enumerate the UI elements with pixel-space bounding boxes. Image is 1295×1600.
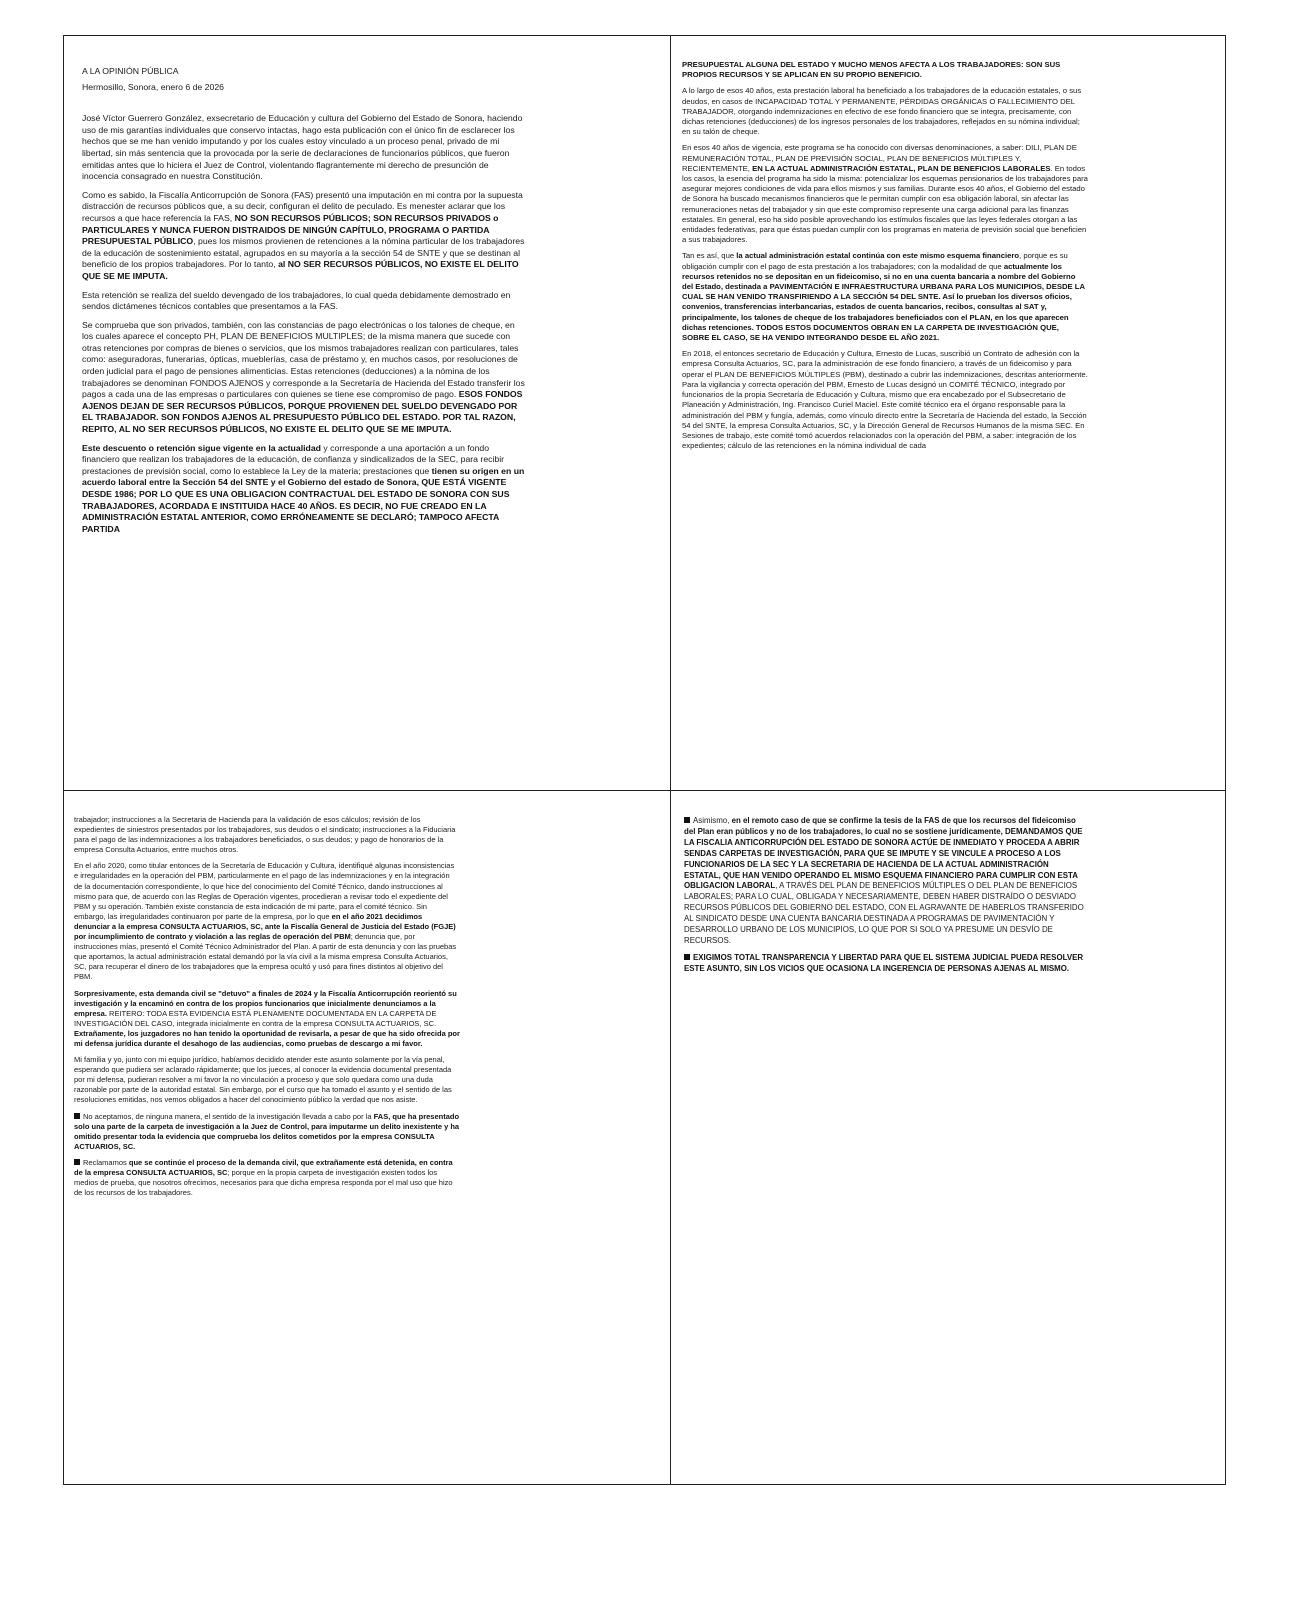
- bullet-paragraph: Reclamamos que se continúe el proceso de la demanda civil, que extrañamente está detenida, en contra de la empresa CONSULTA ACTUARIOS, SC; porque en la propia carpeta de investigación existen todos los medios de prueba, que nosotros ofrecimos, necesarios para que dicha empresa responda por el mal uso que hizo de los recursos de los trabajadores.: [74, 1157, 453, 1198]
- horizontal-divider: [64, 790, 1225, 791]
- paragraph: Se comprueba que son privados, también, con las constancias de pago electrónicas o los talones de cheque, en los cuales aparece el concepto PH, PLAN DE BENEFICIOS MULTIPLES; de la misma manera que sucede con otras retenciones por compras de bienes o servicios, que los mismos trabajadores realizan con particulares, tales como: aseguradoras, funerarias, ópticas, mueblerías, casa de préstamo y, en muchos casos, por resoluciones de orden judicial para el pago de pensiones alimenticias. Estas retenciones (deducciones) a la nómina de los trabajadores se denominan FONDOS AJENOS y corresponde a la Secretaría de Hacienda del Estado transferir los pagos a cada una de las empresas o particulares con quienes se tiene ese compromiso de pago. ESOS FONDOS AJENOS DEJAN DE SER RECURSOS PÚBLICOS, PORQUE PROVIENEN DEL SUELDO DEVENGADO POR EL TRABAJADOR. SON FONDOS AJENOS AL PRESUPUESTO PÚBLICO DEL ESTADO. POR TAL RAZON, REPITO, AL NO SER RECURSOS PÚBLICOS, NO EXISTE EL DELITO QUE SE ME IMPUTA.: [82, 319, 525, 435]
- square-bullet-icon: [684, 954, 690, 960]
- bullet-paragraph: Asimismo, en el remoto caso de que se confirme la tesis de la FAS de que los recursos del fideicomiso del Plan eran públicos y no de los trabajadores, lo cual no se sostiene jurídicamente, DEMANDAMOS QUE LA FISCALIA ANTICORRUPCIÓN DEL ESTADO DE SONORA ACTÚE DE INMEDIATO Y PROCEDA A ABRIR SENDAS CARPETAS DE INVESTIGACIÓN, PARA QUE SE IMPUTE Y SE VINCULE A PROCESO A LOS FUNCIONARIOS DE LA SEC Y LA SECRETARIA DE HACIENDA DE LA ACTUAL ADMINISTRACIÓN ESTATAL, QUE HAN VENIDO OPERANDO EL MISMO ESQUEMA FINANCIERO PARA CUMPLIR CON ESTA OBLIGACION LABORAL, A TRAVÉS DEL PLAN DE BENEFICIOS MÚLTIPLES O DEL PLAN DE BENEFICIOS LABORALES; PARA LO CUAL, OBLIGADA Y NECESARIAMENTE, DEBEN HABER DISTRAÍDO O DESVIADO RECURSOS PÚBLICOS DEL GOBIERNO DEL ESTADO, CON EL AGRAVANTE DE HABERLOS TRANSFERIDO AL SINDICATO DESDE UNA CUENTA BANCARIA DESTINADA A PROGRAMAS DE PAVIMENTACIÓN Y DESARROLLO URBANO DE LOS MUNICIPIOS, LO QUE POR SI SOLO YA PRESUME UN DESVÍO DE RECURSOS.: [684, 816, 1084, 945]
- square-bullet-icon: [684, 817, 690, 823]
- paragraph: En el año 2020, como titular entonces de la Secretaría de Educación y Cultura, identifiqué algunas inconsistencias e irregularidades en la operación del PBM, particularmente en el pago de las indemnizaciones y en la integración de la documentación correspondiente, lo que hice del conocimiento del Comité Técnico, dando instrucciones al mismo para que, de acuerdo con las Reglas de Operación vigentes, procedieran a revisar todo el expediente del PBM y su operación. También existe constancia de esta indicación de mi parte, para el comité técnico. Sin embargo, las irregularidades continuaron por parte de la empresa, por lo que en el año 2021 decidimos denunciar a la empresa CONSULTA ACTUARIOS, SC, ante la Fiscalía General de Justicia del Estado (FGJE) por incumplimiento de contrato y violación a las reglas de operación del PBM; denuncia que, por instrucciones mías, presentó el Comité Técnico Administrador del Plan. A partir de esta denuncia y con las pruebas que aportamos, la actual administración estatal demandó por la vía civil a la misma empresa Consulta Actuarios, SC, para recuperar el dinero de los trabajadores que la empresa ocultó y usó para fines distintos al objetivo del PBM.: [74, 861, 457, 982]
- paragraph: A lo largo de esos 40 años, esta prestación laboral ha beneficiado a los trabajadores de la educación estatales, o sus deudos, en casos de INCAPACIDAD TOTAL Y PERMANENTE, PÉRDIDAS ORGÁNICAS O FALLECIMIENTO DEL TRABAJADOR, otorgando indemnizaciones en efectivo de ese fondo financiero que se integra, precisamente, con dichas retenciones (deducciones) de los ingresos personales de los trabajadores, reflejados en su nómina individual; en su talón de cheque.: [682, 86, 1082, 137]
- paragraph: En esos 40 años de vigencia, este programa se ha conocido con diversas denominaciones, a saber: DILI, PLAN DE REMUNERACIÓN TOTAL, PLAN DE PREVISIÓN SOCIAL, PLAN DE BENEFICIOS MÚLTIPLES Y, RECIENTEMENTE, EN LA ACTUAL ADMINISTRACIÓN ESTATAL, PLAN DE BENEFICIOS LABORALES. En todos los casos, la esencia del programa ha sido la misma: potencializar los esquemas pensionarios de los trabajadores para asegurar mejores condiciones de vida para ellos mismos y sus familias. Durante esos 40 años, el Gobierno del estado de Sonora ha buscado mecanismos financieros que le permitan cumplir con esa obligación laboral, sin afectar las remuneraciones netas del trabajador y sin que este compromiso represente una carga adicional para las finanzas estatales. En general, eso ha sido posible aprovechando los estímulos fiscales que las leyes federales otorgan a las entidades federativas, para que éstas puedan cumplir con los programas en materia de previsión social que beneficien a sus trabajadores.: [682, 143, 1088, 245]
- page-1: [82, 66, 526, 542]
- bullet-paragraph: No aceptamos, de ninguna manera, el sentido de la investigación llevada a cabo por la FAS, que ha presentado solo una parte de la carpeta de investigación a la Juez de Control, para imputarme un delito inexistente y ha omitido presentar toda la evidencia que comprueba los delitos cometidos por la empresa CONSULTA ACTUARIOS, SC.: [74, 1111, 460, 1151]
- paragraph: En 2018, el entonces secretario de Educación y Cultura, Ernesto de Lucas, suscribió un Contrato de adhesión con la empresa Consulta Actuarios, SC, para la administración de ese fondo financiero, a través de un fideicomiso y para operar el PLAN DE BENEFICIOS MÚLTIPLES (PBM), destinado a cubrir las indemnizaciones, descritas anteriormente. Para la vigilancia y correcta operación del PBM, Ernesto de Lucas designó un COMITÉ TÉCNICO, integrado por funcionarios de la propia Secretaría de Educación y Cultura, mismo que era encabezado por el Subsecretario de Planeación y Administración, Ing. Francisco Curiel Maciel. Este comité técnico era el órgano responsable para la administración del PBM y fungía, además, como vínculo directo entre la Secretaría de Hacienda del estado, la Sección 54 del SNTE, la empresa Consulta Actuarios, SC, y la Dirección General de Recursos Humanos de la misma SEC. En Sesiones de trabajo, este comité tomó acuerdos relacionados con la operación del PBM, a saber: integración de los expedientes; cálculo de las retenciones en la nómina individual de cada: [682, 349, 1088, 451]
- page-4: [684, 816, 1086, 981]
- bullet-paragraph: EXIGIMOS TOTAL TRANSPARENCIA Y LIBERTAD PARA QUE EL SISTEMA JUDICIAL PUEDA RESOLVER ESTE ASUNTO, SIN LOS VICIOS QUE OCASIONA LA INGERENCIA DE PERSONAS AJENAS AL MISMO.: [684, 952, 1084, 973]
- paragraph: José Víctor Guerrero González, exsecretario de Educación y cultura del Gobierno del Estado de Sonora, haciendo uso de mis garantías individuales que conservo intactas, hago esta publicación con el único fin de esclarecer los hechos que se me han venido imputando y por los cuales estoy vinculado a un proceso penal, privado de mi libertad, sin más sentencia que la provocada por la serie de declaraciones de funcionarios públicos, que fueron emitidas antes que lo hiciera el Juez de Control, violentando flagrantemente mi derecho de presunción de inocencia consagrado en nuestra Constitución.: [82, 113, 523, 182]
- paragraph: Sorpresivamente, esta demanda civil se "detuvo" a finales de 2024 y la Fiscalía Anticorrupción reorientó su investigación y la encaminó en contra de los propios funcionarios que inicialmente denunciamos a la empresa. REITERO: TODA ESTA EVIDENCIA ESTÁ PLENAMENTE DOCUMENTADA EN LA CARPETA DE INVESTIGACIÓN DEL CASO, integrada inicialmente en contra de la empresa CONSULTA ACTUARIOS, SC. Extrañamente, los juzgadores no han tenido la oportunidad de revisarla, a pesar de que ha sido ofrecida por mi defensa jurídica durante el desahogo de las audiencias, como pruebas de descargo a mi favor.: [74, 988, 460, 1048]
- paragraph: PRESUPUESTAL ALGUNA DEL ESTADO Y MUCHO MENOS AFECTA A LOS TRABAJADORES: SON SUS PROPIOS RECURSOS Y SE APLICAN EN SU PROPIO BENEFICIO.: [682, 60, 1061, 80]
- paragraph: Este descuento o retención sigue vigente en la actualidad y corresponde a una aportación a un fondo financiero que realizan los trabajadores de la educación, de confianza y sindicalizados de la SEC, para recibir prestaciones de previsión social, como lo establece la Ley de la materia; prestaciones que tienen su origen en un acuerdo laboral entre la Sección 54 del SNTE y el Gobierno del estado de Sonora, QUE ESTÁ VIGENTE DESDE 1986; POR LO QUE ES UNA OBLIGACION CONTRACTUAL DEL ESTADO DE SONORA CON SUS TRABAJADORES, ACORDADA E INSTITUIDA HACE 40 AÑOS. ES DECIR, NO FUE CREADO EN LA ADMINISTRACIÓN ESTATAL ANTERIOR, COMO ERRÓNEAMENTE SE DECLARÓ; TAMPOCO AFECTA PARTIDA: [82, 442, 525, 534]
- letter-place-date: Hermosillo, Sonora, enero 6 de 2026: [82, 81, 224, 92]
- square-bullet-icon: [74, 1113, 80, 1119]
- paragraph: Esta retención se realiza del sueldo devengado de los trabajadores, lo cual queda debidamente demostrado en sendos dictámenes técnicos contables que presentamos a la FAS.: [82, 289, 511, 312]
- page-2: [682, 60, 1088, 457]
- vertical-divider: [670, 36, 671, 1484]
- letter-header: A LA OPINIÓN PÚBLICA: [82, 66, 179, 76]
- paragraph: trabajador; instrucciones a la Secretaria de Hacienda para la validación de esos cálculos; revisión de los expedientes de siniestros presentados por los trabajadores, sus deudos o el sindicato; instrucciones a la Fiduciaria para el pago de las indemnizaciones a los trabajadores beneficiados, o sus deudos; y pago de honorarios de la empresa Consulta Actuarios, entre muchos otros.: [74, 815, 456, 855]
- page-3: [74, 815, 460, 1204]
- paragraph: Mi familia y yo, junto con mi equipo jurídico, habíamos decidido atender este asunto solamente por la vía penal, esperando que pudiera ser aclarado rápidamente; que los jueces, al conocer la evidencia documental presentada por mi defensa, pudieran resolver a mi favor la no vinculación a proceso y que solo quedara como una duda razonable por parte de la autoridad estatal. Sin embargo, por el curso que ha tomado el asunto y el sentido de las resoluciones emitidas, nos vemos obligados a hacer del conocimiento público la verdad que nos asiste.: [74, 1055, 452, 1105]
- paragraph: Tan es así, que la actual administración estatal continúa con este mismo esquema financiero, porque es su obligación cumplir con el pago de esta prestación a los trabajadores; con la modalidad de que actualmente los recursos retenidos no se depositan en un fideicomiso, si no en una cuenta bancaria a nombre del Gobierno del Estado, destinada a PAVIMENTACIÓN E INFRAESTRUCTURA URBANA PARA LOS MUNICIPIOS, DESDE LA CUAL SE HAN VENIDO TRANSFIRIENDO A LA SECCIÓN 54 DEL SNTE. Así lo prueban los diversos oficios, convenios, transferencias interbancarias, estados de cuenta bancarios, recibos, consultas al SAT y, principalmente, los talones de cheque de los trabajadores beneficiados con el PLAN, en los que aparecen dichas retenciones. TODOS ESTOS DOCUMENTOS OBRAN EN LA CARPETA DE INVESTIGACIÓN QUE, SOBRE EL CASO, SE HA VENIDO INTEGRANDO DESDE EL AÑO 2021.: [682, 251, 1085, 343]
- paragraph: Como es sabido, la Fiscalía Anticorrupción de Sonora (FAS) presentó una imputación en mi contra por la supuesta distracción de recursos públicos que, a su decir, configuran el delito de peculado. Es menester aclarar que los recursos a que hace referencia la FAS, NO SON RECURSOS PÚBLICOS; SON RECURSOS PRIVADOS o PARTICULARES Y NUNCA FUERON DISTRAIDOS DE NINGÚN CAPÍTULO, PROGRAMA O PARTIDA PRESUPUESTAL PÚBLICO, pues los mismos provienen de retenciones a la nómina particular de los trabajadores de la educación de sostenimiento estatal, agrupados en su mayoría a la sección 54 de SNTE y que se destinan al beneficio de los propios trabajadores. Por lo tanto, al NO SER RECURSOS PÚBLICOS, NO EXISTE EL DELITO QUE SE ME IMPUTA.: [82, 189, 525, 281]
- square-bullet-icon: [74, 1159, 80, 1165]
